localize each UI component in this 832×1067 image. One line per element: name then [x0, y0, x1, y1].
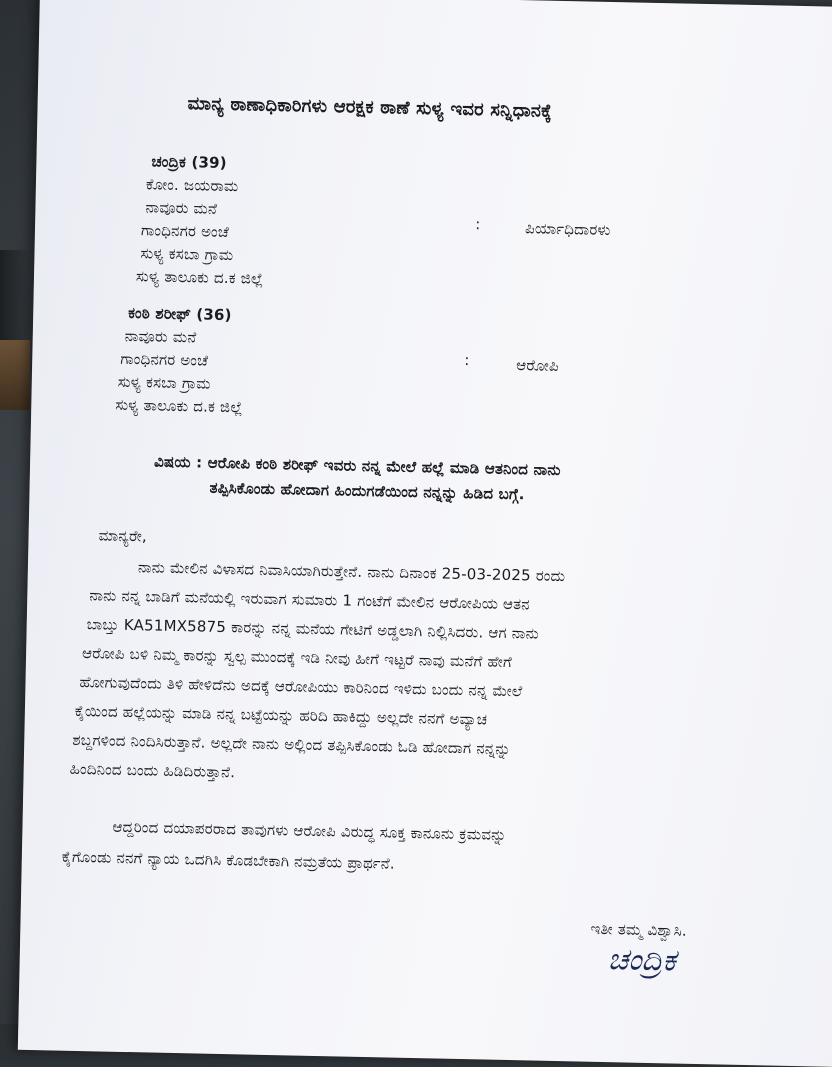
body-line: ಬಾಬ್ತು KA51MX5875 ಕಾರನ್ನು ನನ್ನ ಮನೆಯ ಗೇಟಿಗೆ ಅಡ್ಡಲಾಗಿ ನಿಲ್ಲಿಸಿದರು. ಆಗ ನಾನು	[86, 615, 540, 643]
accused-role: ಆರೋಪಿ	[516, 356, 559, 375]
letter-title: ಮಾನ್ಯ ಠಾಣಾಧಿಕಾರಿಗಳು ಆರಕ್ಷಕ ಠಾಣೆ ಸುಳ್ಯ ಇವರ ಸನ್ನಿಧಾನಕ್ಕೆ	[187, 93, 553, 122]
complainant-house: ನಾವೂರು ಮನೆ	[145, 198, 218, 218]
body-line: ಹಿಂದಿನಿಂದ ಬಂದು ಹಿಡಿದಿರುತ್ತಾನೆ.	[69, 759, 236, 782]
complaint-letter	[18, 0, 832, 1067]
complainant-role: ಪಿರ್ಯಾಧಿದಾರಳು	[524, 219, 611, 240]
accused-name: ಕಂಠಿ ಶರೀಫ್ (36)	[128, 303, 232, 325]
body-line: ಕೈಯಿಂದ ಹಲ್ಲೆಯನ್ನು ಮಾಡಿ ನನ್ನ ಬಟ್ಟೆಯನ್ನು ಹರಿದಿ ಹಾಕಿದ್ದು ಅಲ್ಲದೇ ನನಗೆ ಅವ್ಯಾಚ	[74, 701, 488, 729]
complainant-colon: :	[475, 215, 481, 234]
complainant-village: ಸುಳ್ಯ ಕಸಬಾ ಗ್ರಾಮ	[140, 244, 234, 265]
complainant-taluk: ಸುಳ್ಯ ತಾಲೂಕು ದ.ಕ ಜಿಲ್ಲೆ	[135, 267, 264, 288]
body-line: ನಾನು ನನ್ನ ಬಾಡಿಗೆ ಮನೆಯಲ್ಲಿ ಇರುವಾಗ ಸುಮಾರು 1 ಗಂಟೆಗೆ ಮೇಲಿನ ಆರೋಪಿಯ ಆತನ	[89, 586, 531, 614]
accused-colon: :	[464, 350, 470, 370]
complainant-name: ಚಂದ್ರಿಕ (39)	[151, 152, 228, 172]
body-line: ಹೋಗುವುದೆಂದು ತಿಳಿ ಹೇಳಿದೆನು ಅದಕ್ಕೆ ಆರೋಪಿಯು ಕಾರಿನಿಂದ ಇಳಿದು ಬಂದು ನನ್ನ ಮೇಲೆ	[79, 672, 523, 701]
accused-house: ನಾವೂರು ಮನೆ	[124, 326, 197, 347]
accused-taluk: ಸುಳ್ಯ ತಾಲೂಕು ದ.ಕ ಜಿಲ್ಲೆ	[115, 395, 243, 417]
closing-text: ಇತೀ ತಮ್ಮ ವಿಶ್ವಾಸಿ.	[590, 919, 688, 940]
body-line: ಆರೋಪಿ ಬಳಿ ನಿಮ್ಮ ಕಾರನ್ನು ಸ್ವಲ್ಪ ಮುಂದಕ್ಕೆ ಇಡಿ ನೀವು ಹೀಗೆ ಇಟ್ಟರೆ ನಾವು ಮನೆಗೆ ಹೇಗೆ	[81, 644, 513, 672]
accused-post: ಗಾಂಧಿನಗರ ಅಂಚೆ	[120, 349, 209, 370]
signature: ಚಂದ್ರಿಕ	[607, 942, 677, 979]
body-line: ಶಬ್ದಗಳಿಂದ ನಿಂದಿಸಿರುತ್ತಾನೆ. ಅಲ್ಲದೇ ನಾನು ಅಲ್ಲಿಂದ ತಪ್ಪಿಸಿಕೊಂಡು ಓಡಿ ಹೋದಾಗ ನನ್ನನ್ನು	[72, 730, 511, 759]
background-edge	[0, 340, 30, 410]
salutation: ಮಾನ್ಯರೇ,	[98, 526, 148, 546]
complainant-post: ಗಾಂಧಿನಗರ ಅಂಚೆ	[140, 221, 230, 242]
body-line: ನಾನು ಮೇಲಿನ ವಿಳಾಸದ ನಿವಾಸಿಯಾಗಿರುತ್ತೇನೆ. ನಾನು ದಿನಾಂಕ 25-03-2025 ರಂದು	[137, 558, 566, 586]
subject-line-2: ತಪ್ಪಿಸಿಕೊಂಡು ಹೋದಾಗ ಹಿಂದುಗಡೆಯಿಂದ ನನ್ನನ್ನು ಹಿಡಿದ ಬಗ್ಗೆ.	[209, 478, 525, 504]
accused-village: ಸುಳ್ಯ ಕಸಬಾ ಗ್ರಾಮ	[117, 372, 211, 393]
body-line: ಆದ್ದರಿಂದ ದಯಾಪರರಾದ ತಾವುಗಳು ಆರೋಪಿ ವಿರುದ್ಧ ಸೂಕ್ತ ಕಾನೂನು ಕ್ರಮವನ್ನು	[112, 817, 507, 844]
complainant-relation: ಕೋಂ. ಜಯರಾಮ	[145, 175, 239, 196]
subject-line-1: ವಿಷಯ : ಆರೋಪಿ ಕಂಠಿ ಶರೀಫ್ ಇವರು ನನ್ನ ಮೇಲೆ ಹಲ್ಲೆ ಮಾಡಿ ಆತನಿಂದ ನಾನು	[153, 452, 561, 480]
body-line: ಕೈಗೊಂಡು ನನಗೆ ನ್ಯಾಯ ಒದಗಿಸಿ ಕೊಡಬೇಕಾಗಿ ನಮ್ರತೆಯ ಪ್ರಾರ್ಥನೆ.	[61, 847, 396, 873]
